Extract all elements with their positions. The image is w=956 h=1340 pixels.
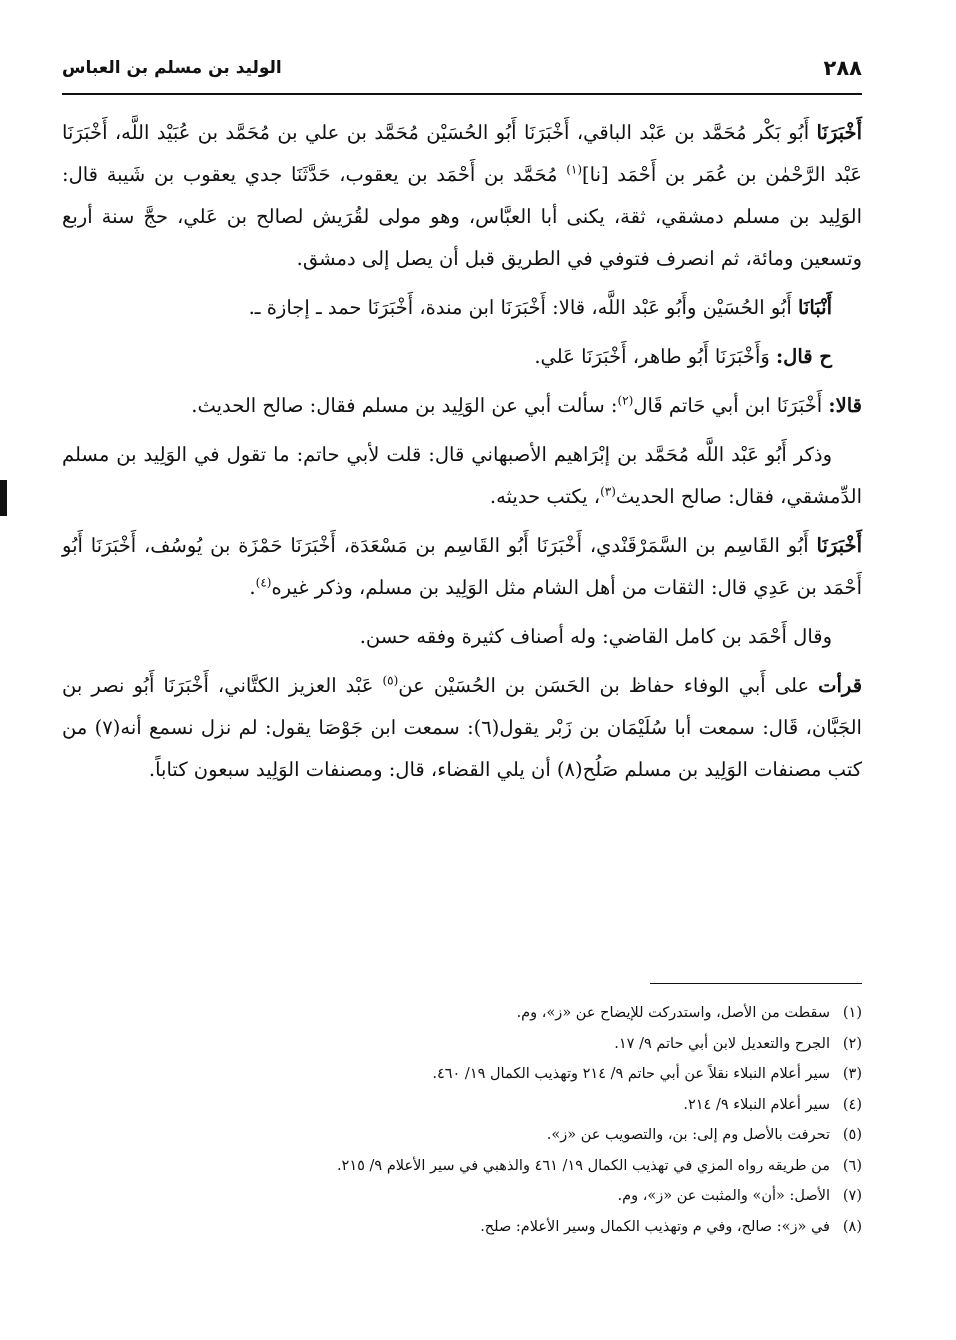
footnotes xyxy=(62,998,862,1242)
footnote xyxy=(62,1181,862,1212)
footnote xyxy=(62,1120,862,1151)
paragraph-text: وقال أَحْمَد بن كامل القاضي: وله أصناف كثيرة وفقه حسن. xyxy=(359,625,832,648)
footnote-text: الجرح والتعديل لابن أبي حاتم ٩/ ١٧. xyxy=(614,1035,830,1052)
paragraph-text: أَبُو الحُسَيْن وأَبُو عَبْد اللَّه، قالا: أَخْبَرَنَا ابن مندة، أَخْبَرَنَا حمد ـ إجازة ـ. xyxy=(248,296,798,319)
paragraph-text: ، يكتب حديثه. xyxy=(489,485,601,508)
footnote xyxy=(62,1090,862,1121)
paragraph-8 xyxy=(62,665,862,791)
paragraph-lead: أَنْبَانَا xyxy=(797,296,832,319)
main-text xyxy=(62,112,862,798)
footnote-rule xyxy=(650,983,862,984)
paragraph-lead: ح قال: xyxy=(775,345,832,368)
footnote xyxy=(62,998,862,1029)
paragraph-lead: قرأت xyxy=(818,674,863,697)
paragraph-2 xyxy=(62,287,862,329)
footnote-ref: (٥) xyxy=(382,673,399,688)
scan-edge-mark xyxy=(0,480,7,516)
footnote-number: (٢) xyxy=(842,1035,862,1052)
footnote-ref: (٣) xyxy=(600,484,616,499)
paragraph-text: مُحَمَّد بن أَحْمَد بن يعقوب، حَدَّثَنَا جدي يعقوب بن شَيبة قال: الوَلِيد بن مسلم دمشقي، ثقة، يكنى أبا العبَّاس، وهو مولى لقُرَيش لصالح بن عَلي، حجَّ سنة أربع وتسعين ومائة، ثم انصرف فتوفي في الطريق قبل أن يصل إلى دمشق. xyxy=(62,163,862,270)
page-number: ٢٨٨ xyxy=(823,56,862,80)
paragraph-4 xyxy=(62,385,862,427)
paragraph-text: أَبُو القَاسِم بن السَّمَرْقَنْدي، أَخْبَرَنَا أَبُو القَاسِم بن مَسْعَدَة، أَخْبَرَنَا حَمْزَة بن يُوسُف، أَخْبَرَنَا أَبُو أَحْمَد بن عَدِي قال: الثقات من أهل الشام مثل الوَلِيد بن مسلم، وذكر غيره xyxy=(62,534,862,599)
footnote-number: (٦) xyxy=(842,1157,862,1174)
footnote-text: سير أعلام النبلاء ٩/ ٢١٤. xyxy=(683,1096,830,1113)
footnote xyxy=(62,1151,862,1182)
paragraph-3 xyxy=(62,336,862,378)
footnote-text: في «ز»: صالح، وفي م وتهذيب الكمال وسير الأعلام: صلح. xyxy=(480,1218,830,1235)
footnote-ref: (١) xyxy=(566,162,583,177)
footnote-ref: (٢) xyxy=(617,393,634,408)
paragraph-lead: قالا: xyxy=(828,394,862,417)
page-header xyxy=(62,56,862,92)
footnote-number: (٧) xyxy=(842,1188,862,1204)
paragraph-5 xyxy=(62,434,862,518)
footnote-number: (٥) xyxy=(842,1127,862,1143)
footnote xyxy=(62,1059,862,1090)
footnote-text: سقطت من الأصل، واستدركت للإيضاح عن «ز»، وم. xyxy=(516,1005,830,1021)
paragraph-text: . xyxy=(249,576,256,599)
footnote xyxy=(62,1212,862,1243)
footnote-number: (٣) xyxy=(842,1066,862,1082)
footnote-number: (١) xyxy=(842,1005,862,1021)
paragraph-6 xyxy=(62,525,862,609)
header-rule xyxy=(62,93,862,95)
paragraph-lead: أَخْبَرَنَا xyxy=(816,121,862,144)
footnote-ref: (٤) xyxy=(255,575,272,590)
paragraph-text: وَأَخْبَرَنَا أَبُو طاهر، أَخْبَرَنَا عَلي. xyxy=(534,345,776,368)
footnote xyxy=(62,1029,862,1060)
paragraph-text: عَبْد العزيز الكتَّاني، أَخْبَرَنَا أَبُو نصر بن الجَبَّان، قَال: سمعت أبا سُلَيْمَان بن زَبْر يقول(٦): سمعت ابن جَوْصَا يقول: لم نزل نسمع أنه(٧) من كتب مصنفات الوَلِيد بن مسلم صَلُح(٨) أن يلي القضاء، قال: ومصنفات الوَلِيد سبعون كتاباً. xyxy=(62,674,862,781)
footnote-number: (٨) xyxy=(842,1218,862,1235)
paragraph-text: أَبُو بَكْر مُحَمَّد بن عَبْد الباقي، أَخْبَرَنَا أَبُو الحُسَيْن مُحَمَّد بن علي بن مُحَمَّد بن عُبَيْد اللَّه، أَخْبَرَنَا عَبْد الرَّحْمٰن بن عُمَر بن أَحْمَد [نا] xyxy=(62,121,862,186)
paragraph-1 xyxy=(62,112,862,280)
paragraph-lead: أَخْبَرَنَا xyxy=(816,534,862,557)
paragraph-text: على أَبي الوفاء حفاظ بن الحَسَن بن الحُسَيْن عن xyxy=(398,674,819,697)
footnote-text: الأصل: «أن» والمثبت عن «ز»، وم. xyxy=(617,1188,830,1204)
paragraph-text: أَخْبَرَنَا ابن أبي حَاتم قَال xyxy=(633,394,829,417)
running-title: الوليد بن مسلم بن العباس xyxy=(62,58,282,78)
footnote-text: من طريقه رواه المزي في تهذيب الكمال ١٩/ ٤٦١ والذهبي في سير الأعلام ٩/ ٢١٥. xyxy=(336,1157,830,1174)
footnote-text: تحرفت بالأصل وم إلى: بن، والتصويب عن «ز». xyxy=(546,1127,830,1143)
footnote-text: سير أعلام النبلاء نقلاً عن أبي حاتم ٩/ ٢١٤ وتهذيب الكمال ١٩/ ٤٦٠. xyxy=(432,1066,830,1082)
paragraph-text: وذكر أَبُو عَبْد اللَّه مُحَمَّد بن إبْرَاهيم الأصبهاني قال: قلت لأبي حاتم: ما تقول في الوَلِيد بن مسلم الدِّمشقي، فقال: صالح الحديث xyxy=(62,443,862,508)
paragraph-7 xyxy=(62,616,862,658)
paragraph-text: : سألت أبي عن الوَلِيد بن مسلم فقال: صالح الحديث. xyxy=(191,394,618,417)
footnote-number: (٤) xyxy=(842,1096,862,1113)
